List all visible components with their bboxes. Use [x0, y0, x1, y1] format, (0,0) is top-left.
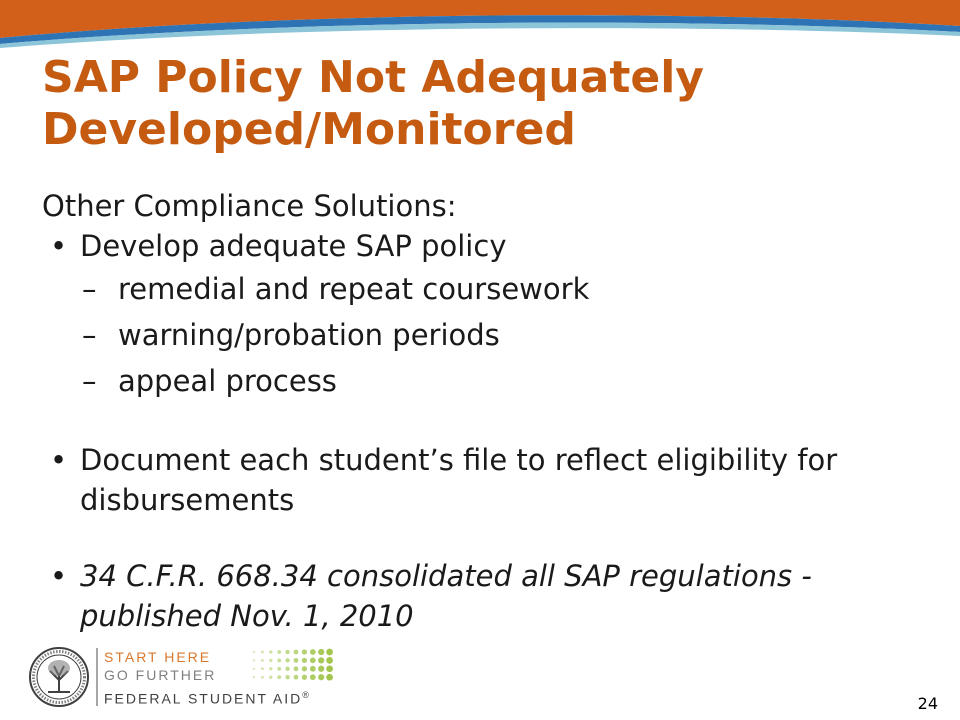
sub-bullet-text: appeal process — [118, 364, 337, 398]
bullet-text: Develop adequate SAP policy — [80, 229, 507, 263]
sub-bullet-item — [82, 266, 922, 312]
intro-line: Other Compliance Solutions: — [42, 189, 457, 223]
bullet-glyph: • — [50, 229, 68, 263]
slide-body — [42, 186, 922, 636]
bullet-item-develop-policy — [42, 226, 922, 266]
tagline-go-further: GO FURTHER — [104, 667, 217, 683]
tagline-start-here: START HERE — [104, 649, 212, 665]
sub-bullet-text: remedial and repeat coursework — [118, 272, 590, 306]
sub-bullet-list — [42, 266, 922, 404]
bullet-list — [42, 226, 922, 636]
bullet-text: 34 C.F.R. 668.34 consolidated all SAP regulations - published Nov. 1, 2010 — [80, 559, 812, 633]
page-number: 24 — [917, 694, 938, 713]
bullet-glyph: • — [50, 443, 68, 477]
department-of-education-seal-icon — [28, 646, 90, 708]
agency-name: FEDERAL STUDENT AID — [104, 690, 303, 707]
sub-bullet-item — [82, 358, 922, 404]
federal-student-aid-logo — [28, 644, 328, 710]
logo-divider — [96, 648, 98, 706]
slide-title: SAP Policy Not Adequately Developed/Monitored — [42, 52, 704, 155]
registered-mark: ® — [302, 690, 311, 700]
bullet-text: Document each student’s file to reflect eligibility for disbursements — [80, 443, 838, 517]
header-decorative-band — [0, 0, 960, 48]
dash-glyph: – — [82, 272, 97, 306]
dash-glyph: – — [82, 364, 97, 398]
dash-glyph: – — [82, 318, 97, 352]
sub-bullet-text: warning/probation periods — [118, 318, 500, 352]
sub-bullet-item — [82, 312, 922, 358]
bullet-item-regulation-citation — [42, 556, 922, 636]
bullet-glyph: • — [50, 559, 68, 593]
dot-pattern-icon — [250, 648, 336, 684]
tagline-federal-student-aid — [104, 686, 311, 708]
bullet-item-document-files — [42, 440, 922, 520]
sub-list-container — [42, 266, 922, 404]
